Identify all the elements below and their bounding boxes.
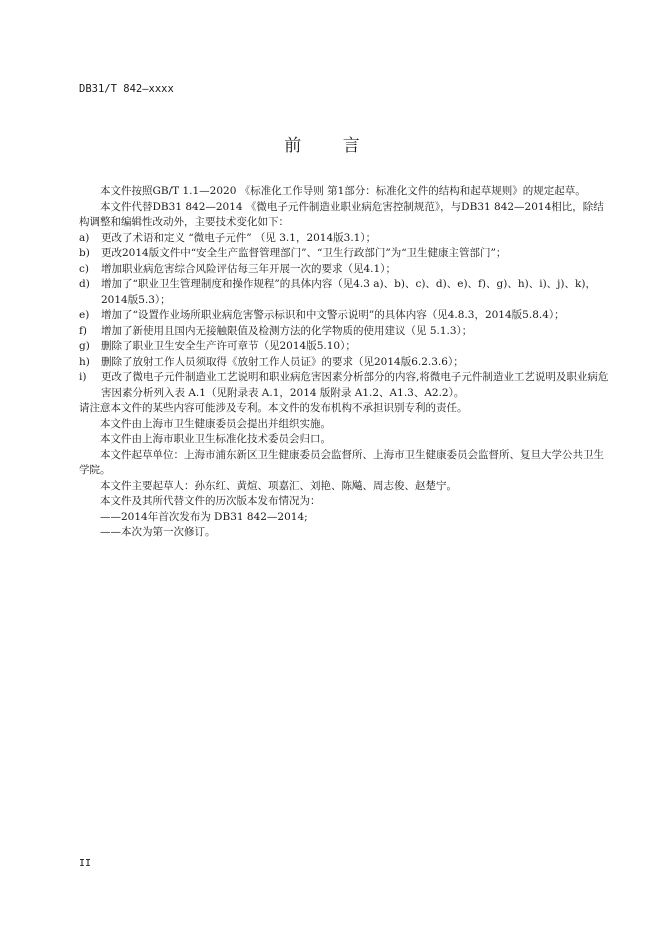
list-marker: a) — [79, 231, 90, 244]
document-body — [79, 184, 609, 541]
list-text: 更改了术语和定义 “微电子元件” （见 3.1，2014版3.1）； — [101, 231, 377, 244]
patent-notice: 请注意本文件的某些内容可能涉及专利。本文件的发布机构不承担识别专利的责任。 — [79, 402, 468, 414]
drafting-units: 本文件起草单位：上海市浦东新区卫生健康委员会监督所、上海市卫生健康委员会监督所、复旦大学公共卫生学院。 — [79, 448, 604, 476]
list-marker: b) — [79, 247, 90, 259]
list-text: 增加职业病危害综合风险评估每三年开展一次的要求（见4.1）； — [101, 262, 396, 275]
list-marker: d) — [79, 278, 90, 290]
replacement-paragraph: 本文件代替DB31 842—2014 《微电子元件制造业职业病危害控制规范》，与DB31 842—2014相比，除结构调整和编辑性改动外，主要技术变化如下： — [79, 200, 604, 228]
list-item — [79, 277, 609, 308]
list-text: 增加了“职业卫生管理制度和操作规程”的具体内容（见4.3 a)、b)、c)、d)、e)、f)、g)、h)、i)、j)、k)，2014版5.3）； — [101, 278, 596, 306]
list-text: 增加了“设置作业场所职业病危害警示标识和中文警示说明”的具体内容（见4.8.3，2014版5.8.4）； — [101, 309, 565, 321]
changes-list — [79, 231, 609, 402]
list-text: 更改2014版文件中“安全生产监督管理部门”、“卫生行政部门”为“卫生健康主管部门”； — [101, 247, 507, 259]
drafting-basis-paragraph: 本文件按照GB/T 1.1—2020 《标准化工作导则 第1部分：标准化文件的结构和起草规则》的规定起草。 — [100, 185, 586, 197]
list-item — [79, 370, 609, 401]
history-entry-first: ——2014年首次发布为 DB31 842—2014; — [100, 510, 308, 523]
list-item — [79, 339, 609, 355]
list-item — [79, 355, 609, 371]
history-entry-revision: ——本次为第一次修订。 — [100, 526, 216, 538]
list-item — [79, 246, 609, 262]
list-text: 删除了职业卫生安全生产许可章节（见2014版5.10）； — [101, 340, 356, 352]
list-marker: e) — [79, 309, 90, 321]
list-text: 删除了放射工作人员须取得《放射工作人员证》的要求（见2014版6.2.3.6）； — [101, 355, 464, 368]
list-item — [79, 324, 609, 340]
page-title: 前 言 — [284, 136, 378, 156]
list-marker: h) — [79, 355, 90, 368]
list-marker: c) — [79, 262, 89, 275]
page-number: II — [79, 858, 92, 869]
list-text: 更改了微电子元件制造业工艺说明和职业病危害因素分析部分的内容,将微电子元件制造业工艺说明及职业病危害因素分析列入表 A.1（见附录表 A.1，2014 版附录 A1.2、A1.3、A2.2）。 — [101, 371, 609, 399]
list-item — [79, 308, 609, 324]
list-marker: i) — [79, 371, 87, 383]
list-marker: f) — [79, 324, 87, 337]
document-code: DB31/T 842—xxxx — [79, 83, 174, 95]
proposer-statement: 本文件由上海市卫生健康委员会提出并组织实施。 — [100, 417, 331, 430]
list-text: 增加了新使用且国内无接触限值及检测方法的化学物质的使用建议（见 5.1.3）； — [101, 324, 473, 337]
list-item — [79, 231, 609, 247]
centralized-statement: 本文件由上海市职业卫生标准化技术委员会归口。 — [100, 433, 331, 445]
list-item — [79, 262, 609, 278]
list-marker: g) — [79, 340, 90, 352]
history-intro: 本文件及其所代替文件的历次版本发布情况为： — [100, 495, 321, 507]
main-drafters: 本文件主要起草人：孙东红、黄煊、项嘉汇、刘艳、陈飚、周志俊、赵楚宁。 — [100, 479, 457, 492]
